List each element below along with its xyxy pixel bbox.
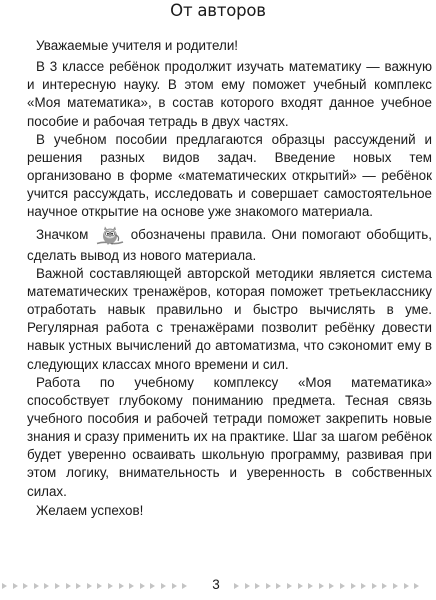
ornament-triangle [404,583,409,589]
ornament-triangle [66,583,71,589]
ornament-triangle [361,583,366,589]
rules-text-after-icon: обозначены правила. Они помогают обобщить, сделать вывод из нового материала. [27,226,432,263]
paragraph-rules [27,225,432,265]
ornament-triangle [319,583,324,589]
ornament-triangle [23,583,28,589]
ornament-triangle [108,583,113,589]
ornament-triangle [372,583,377,589]
ornament-triangle [266,583,271,589]
ornament-triangle [2,583,7,589]
page-title: От авторов [170,1,266,20]
ornament-triangle [245,583,250,589]
ornament-triangle [182,583,187,589]
ornament-triangle [414,583,419,589]
ornament-triangle [140,583,145,589]
rules-text-before-icon: Значком [36,226,89,242]
ornament-triangle [87,583,92,589]
paragraph-complex: Работа по учебному комплексу «Моя математика» способствует глубокому пониманию предмета. Тесная связь учебного пособия и рабочей тетради поможет закрепить новые знания и сразу применить их на практике. Шаг за шагом ребёнок будет уверенно осваивать школьную программу, развивая при этом логику, внимательность и уверенность в собственных силах. [27,374,432,499]
paragraph-intro: В 3 классе ребёнок продолжит изучать математику — важную и интересную науку. В этом ему поможет учебный комплекс «Моя математика», в состав которого входят данное учебное пособие и рабочая тетрадь в двух частях. [27,59,432,129]
ornament-triangle [276,583,281,589]
owl-icon [96,225,124,247]
ornament-triangle [234,583,239,589]
ornament-triangle [298,583,303,589]
paragraph-trainers: Важной составляющей авторской методики является система математических тренажёров, которая поможет третьекласснику отработать навык правильно и быстро вычислять в уме. Регулярная работа с тренажёрами позволит ребёнку довести навык устных вычислений до автоматизма, что сэкономит ему в следующих классах много времени и сил. [27,265,432,372]
ornament-triangle [393,583,398,589]
ornament-triangle [44,583,49,589]
salutation: Уважаемые учителя и родители! [36,38,239,53]
ornament-triangle [255,583,260,589]
ornament-triangle [308,583,313,589]
page-body [27,37,432,520]
page-number: 3 [212,577,220,592]
ornament-triangle [76,583,81,589]
ornament-triangle [119,583,124,589]
ornament-triangle [161,583,166,589]
paragraph-textbook: В учебном пособии предлагаются образцы рассуждений и решения разных видов задач. Введение новых тем организовано в форме «математических открытий» — ребёнок учится рассуждать, исследовать и совершает самостоятельное научное открытие на основе уже знакомого материала. [27,131,432,220]
closing-wish: Желаем успехов! [36,502,144,518]
ornament-triangle [13,583,18,589]
ornament-triangle [287,583,292,589]
ornament-triangle [34,583,39,589]
ornament-triangle [340,583,345,589]
ornament-triangle [150,583,155,589]
footer-ornament-right [234,580,432,592]
ornament-triangle [55,583,60,589]
ornament-triangle [172,583,177,589]
footer-ornament-left [2,580,198,592]
ornament-triangle [351,583,356,589]
ornament-triangle [129,583,134,589]
ornament-triangle [382,583,387,589]
ornament-triangle [97,583,102,589]
ornament-triangle [329,583,334,589]
